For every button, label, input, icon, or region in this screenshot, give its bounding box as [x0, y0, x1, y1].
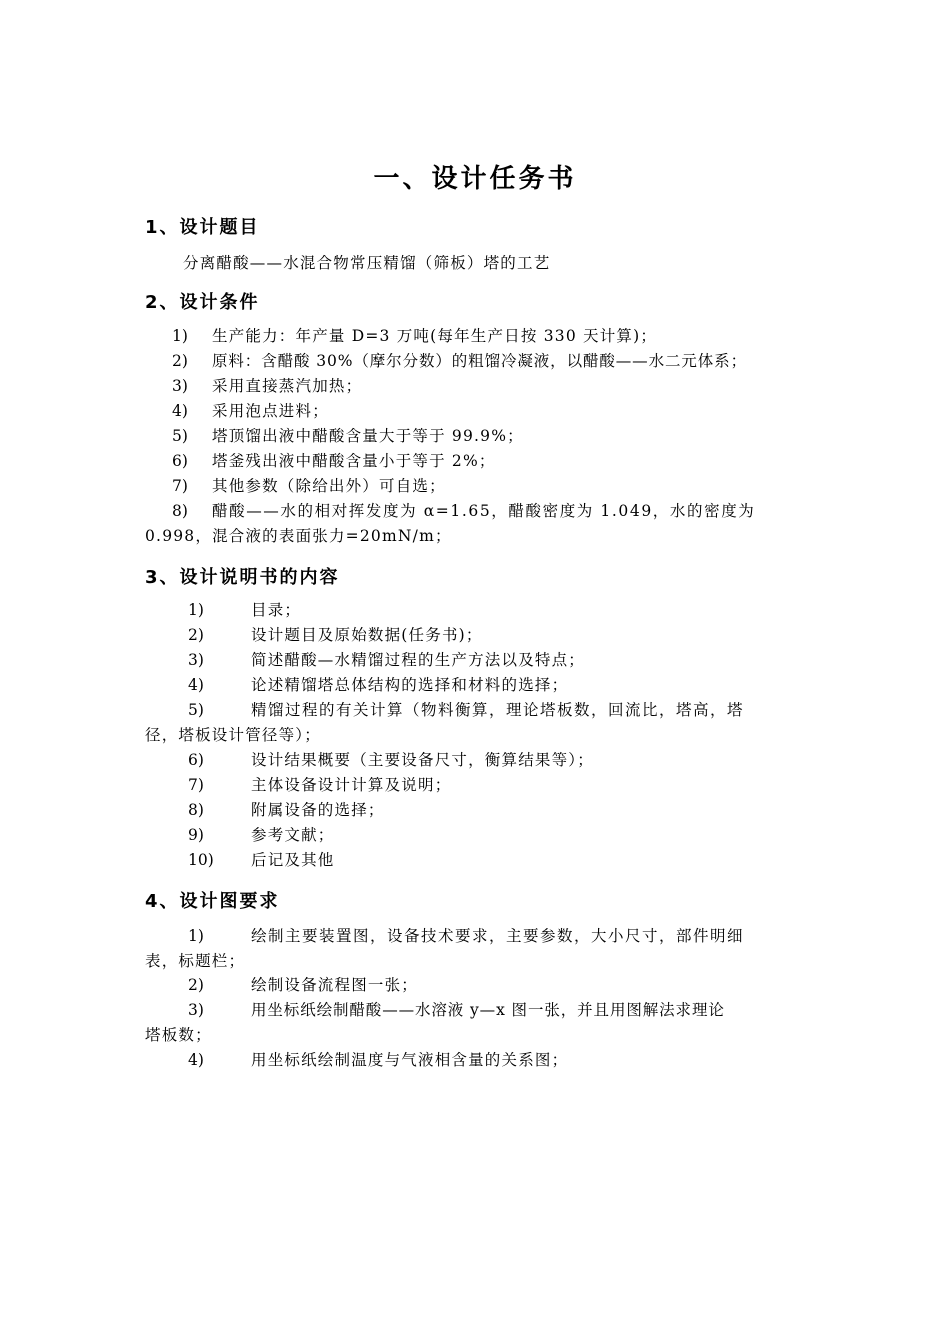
s2-item-7-num: 7) [172, 477, 188, 495]
s3-item-6-num: 6) [188, 751, 204, 769]
section-2-heading: 2、设计条件 [145, 292, 260, 313]
section-3-heading: 3、设计说明书的内容 [145, 567, 340, 588]
s2-item-8-text: 醋酸——水的相对挥发度为 α=1.65，醋酸密度为 1.049，水的密度为 [212, 502, 756, 520]
s3-item-3-num: 3) [188, 651, 204, 669]
s4-item-1-num: 1) [188, 927, 204, 945]
s4-item-2-text: 绘制设备流程图一张； [251, 976, 419, 994]
s3-item-4-text: 论述精馏塔总体结构的选择和材料的选择； [251, 676, 569, 694]
s3-item-10-num: 10) [188, 851, 214, 869]
s3-item-3-text: 简述醋酸—水精馏过程的生产方法以及特点； [251, 651, 586, 669]
s3-item-1-text: 目录； [251, 601, 302, 619]
s4-item-4-text: 用坐标纸绘制温度与气液相含量的关系图； [251, 1051, 569, 1069]
s3-item-5-text: 精馏过程的有关计算（物料衡算，理论塔板数，回流比，塔高，塔 [251, 701, 745, 719]
s3-item-2-text: 设计题目及原始数据(任务书)； [251, 626, 483, 644]
s3-item-4-num: 4) [188, 676, 204, 694]
section-4-heading: 4、设计图要求 [145, 891, 280, 912]
s2-item-5-num: 5) [172, 427, 188, 445]
s3-item-8-text: 附属设备的选择； [251, 801, 385, 819]
s3-item-8-num: 8) [188, 801, 204, 819]
s2-item-2-num: 2) [172, 352, 188, 370]
s4-item-1-continuation: 表，标题栏； [145, 952, 246, 970]
s4-item-1-text: 绘制主要装置图，设备技术要求，主要参数，大小尺寸，部件明细 [251, 927, 745, 945]
s3-item-5-continuation: 径，塔板设计管径等）； [145, 726, 321, 744]
section-1-text: 分离醋酸——水混合物常压精馏（筛板）塔的工艺 [183, 254, 551, 272]
s2-item-1-text: 生产能力：年产量 D=3 万吨(每年生产日按 330 天计算)； [212, 327, 658, 345]
s4-item-3-num: 3) [188, 1001, 204, 1019]
s2-item-4-text: 采用泡点进料； [212, 402, 329, 420]
s2-item-3-num: 3) [172, 377, 188, 395]
s3-item-7-num: 7) [188, 776, 204, 794]
s2-item-8-continuation: 0.998，混合液的表面张力=20mN/m； [145, 527, 452, 545]
s3-item-6-text: 设计结果概要（主要设备尺寸，衡算结果等）； [251, 751, 594, 769]
s2-item-5-text: 塔顶馏出液中醋酸含量大于等于 99.9%； [212, 427, 524, 445]
s3-item-5-num: 5) [188, 701, 204, 719]
s3-item-1-num: 1) [188, 601, 204, 619]
s2-item-7-text: 其他参数（除给出外）可自选； [212, 477, 446, 495]
s3-item-9-num: 9) [188, 826, 204, 844]
s2-item-8-num: 8) [172, 502, 188, 520]
s3-item-7-text: 主体设备设计计算及说明； [251, 776, 452, 794]
s3-item-2-num: 2) [188, 626, 204, 644]
s4-item-3-continuation: 塔板数； [145, 1026, 212, 1044]
s3-item-10-text: 后记及其他 [251, 851, 335, 869]
s2-item-4-num: 4) [172, 402, 188, 420]
s2-item-6-num: 6) [172, 452, 188, 470]
s2-item-3-text: 采用直接蒸汽加热； [212, 377, 363, 395]
s2-item-6-text: 塔釜残出液中醋酸含量小于等于 2%； [212, 452, 496, 470]
s4-item-2-num: 2) [188, 976, 204, 994]
section-1-heading: 1、设计题目 [145, 217, 260, 238]
s4-item-4-num: 4) [188, 1051, 204, 1069]
s3-item-9-text: 参考文献； [251, 826, 335, 844]
s2-item-2-text: 原料：含醋酸 30%（摩尔分数）的粗馏冷凝液，以醋酸——水二元体系； [212, 352, 747, 370]
s2-item-1-num: 1) [172, 327, 188, 345]
s4-item-3-text: 用坐标纸绘制醋酸——水溶液 y—x 图一张，并且用图解法求理论 [251, 1001, 725, 1019]
page-title: 一、设计任务书 [373, 164, 577, 194]
